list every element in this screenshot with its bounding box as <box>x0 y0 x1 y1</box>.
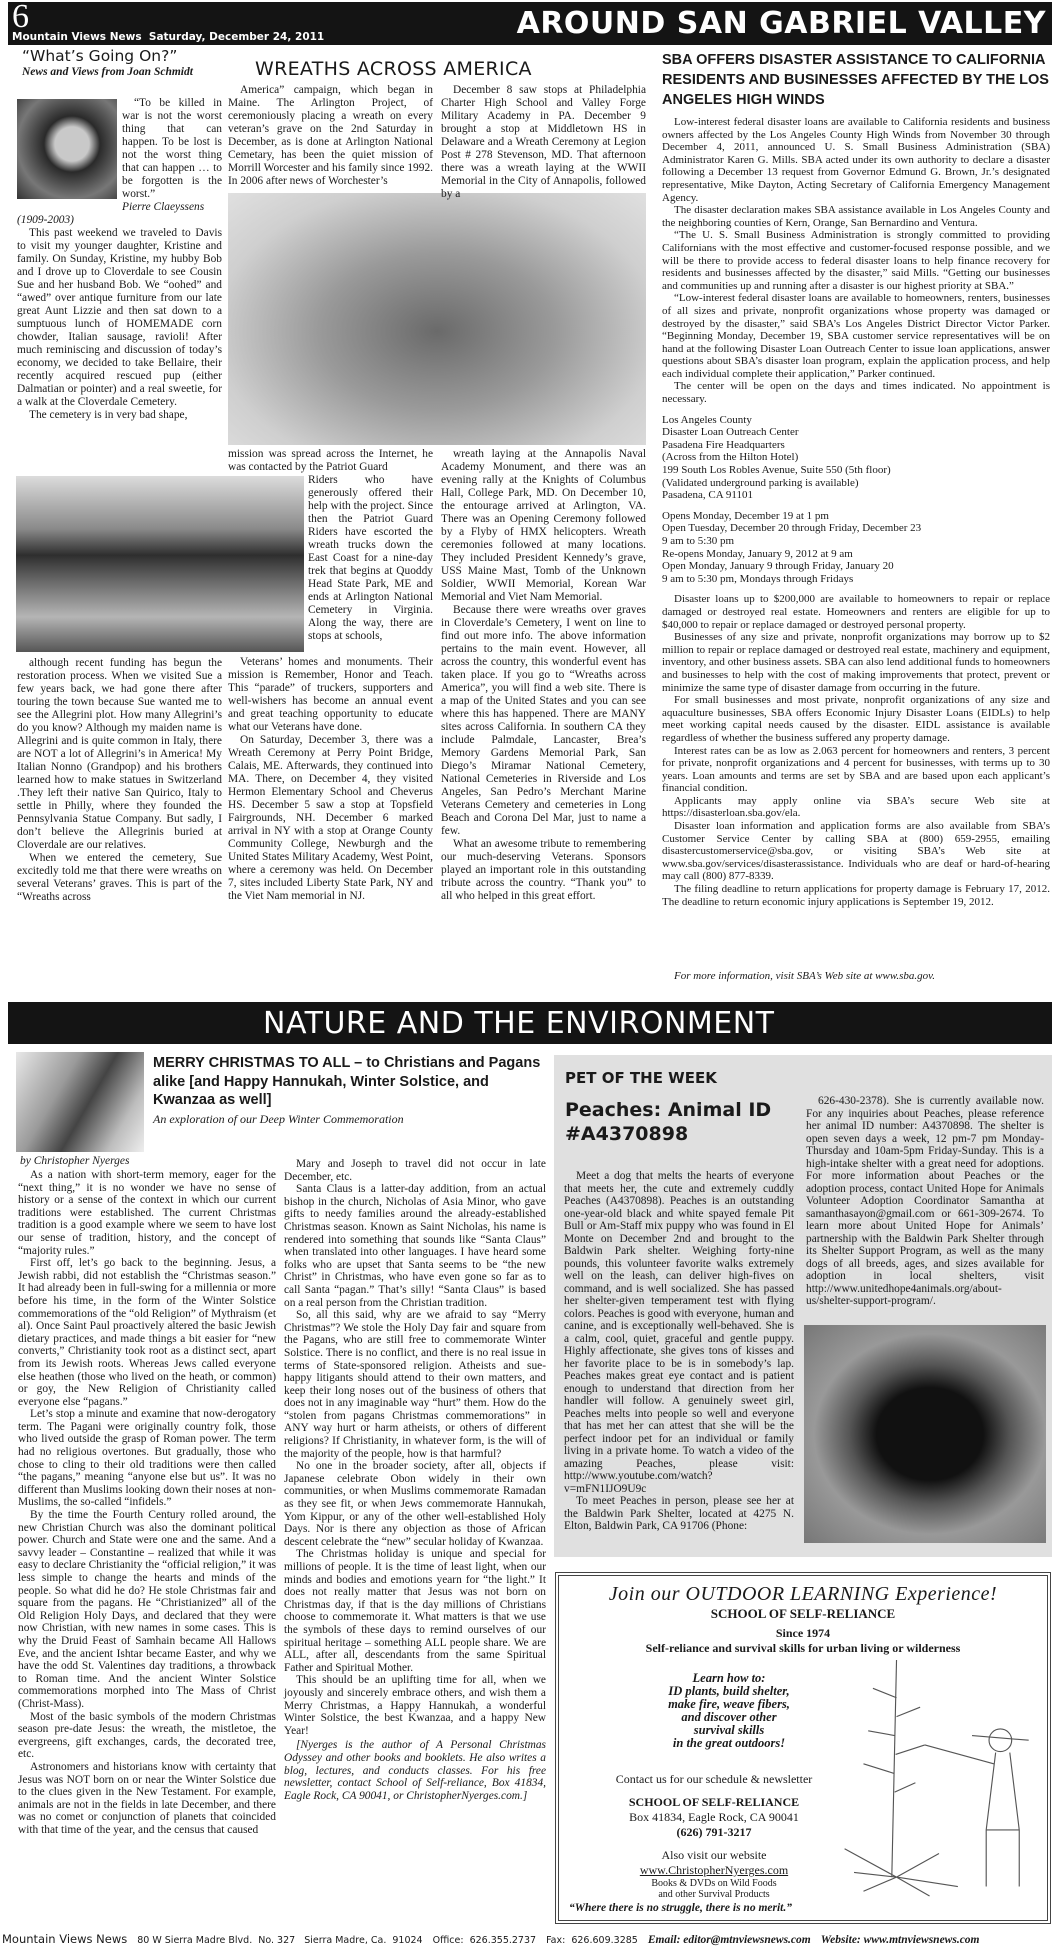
pet-title: Peaches: Animal ID #A4370898 <box>565 1099 772 1145</box>
paragraph: Disaster loan information and application forms are also available from SBA’s Customer Service Center by calling SBA at (800) 659-2955, emailing disastercustomerservice@sba.gov, or visiting SBA’s Web site at www.sba.gov/services/disasterassistance. Individuals who are deaf or hard-of-hearing may call (800) 877-8339. <box>662 820 1050 883</box>
ad-phone: (626) 791-3217 <box>676 1825 752 1839</box>
paragraph: First off, let’s go back to the beginning. Jesus, a Jewish rabbi, did not establish the “Christmas season.” It had already been in full-swing for a millennia or more before his time, in the form of the Winter Solstice commemorations of the “old Religion” of Mythraism (et al). Once Saint Paul proactively altered the basic Jewish dietary practices, and made things a bit easier for “new converts,” Christianity took root as a distinct sect, apart from its Jewish roots. Whereas Jews called everyone else heathen (those who lived on the heath, or common) or goy, the New Religion of Christianity called everyone else “pagans.” <box>18 1257 276 1408</box>
ad-contact-block <box>569 1772 859 1900</box>
paragraphs <box>284 1158 546 1737</box>
paragraph: Santa Claus is a latter-day addition, from an actual bishop in the church, Nicholas of Asia Minor, who gave gifts to needy families around the already-established Christmas season. Known as Saint Nicholas, his name is rendered into something that sounds like “Santa Claus” when translated into other languages. I have heard some folks who are upset that Santa seems to be “the new Christ” in Christmas, who have even gone so far as to call Santa “pagan.” That’s silly! “Santa Claus” is based on a real person from the Christian tradition. <box>284 1183 546 1309</box>
christmas-col1 <box>18 1169 276 1920</box>
footer-website[interactable]: Website: www.mtnviewsnews.com <box>820 1934 980 1946</box>
pet-col1 <box>564 1170 794 1555</box>
dog-photo <box>804 1325 1046 1543</box>
ad-school: SCHOOL OF SELF-RELIANCE <box>710 1606 896 1621</box>
sba-article <box>662 50 1050 998</box>
paragraph: America” campaign, which began in Maine. The Arlington Project, of ceremoniously placing a wreath on every veteran’s grave on the 2nd Saturday in December, as is done at Arlington National Cemetary, has been the quiet mission of Morrill Worcester and his family since 1992. In 2006 after news of Worchester’s <box>228 84 433 187</box>
wreaths-col3-bottom <box>441 448 646 911</box>
nature-banner <box>8 1002 1052 1044</box>
wreaths-col3-top <box>441 84 646 200</box>
line: Open Tuesday, December 20 through Friday, December 23 <box>662 522 922 535</box>
sba-footnote: For more information, visit SBA’s Web site at www.sba.gov. <box>674 970 935 982</box>
author-photo-nyerges <box>16 1052 144 1152</box>
paragraph: “The U. S. Small Business Administration is strongly committed to providing Californians with the most effective and customer-focused response possible, and we will be there to provide access to federal disaster loans to help finance recovery for residents and businesses affected by the disaster,” said Mills. “Getting our businesses and communities up and running after a disaster is our highest priority at SBA.” <box>662 229 1050 292</box>
line: Opens Monday, December 19 at 1 pm <box>662 509 829 522</box>
christmas-byline: by Christopher Nyerges <box>20 1155 130 1167</box>
paragraph: although recent funding has begun the restoration process. When we visited Sue a few years back, we had gone there after touring the town because Sue wanted me to see the Allegrini plot. How many Allegrini’s do you know? Although my maiden name is Allegrini and is quite common in Italy, there are NOT a lot of Allegrini’s in America! My Italian Nonno (Grandpop) and his brothers learned how to make statues in Switzerland .They left their native San Quirico, Italy to settle in Philly, where they founded the Pennsylvania Statue Company. But sadly, I don’t believe the Allegrinis buried at Cloverdale are our relatives. <box>17 657 222 851</box>
paragraph: What an awesome tribute to remembering our much-deserving Veterans. Sponsors played an important role in this outstanding tribute across the country. “Thank you” to all who helped in this great effort. <box>441 838 646 902</box>
ad-learn <box>619 1672 839 1750</box>
sba-headline: SBA OFFERS DISASTER ASSISTANCE TO CALIFORNIA RESIDENTS AND BUSINESSES AFFECTED BY THE LOS ANGELES HIGH WINDS <box>662 52 1049 108</box>
column-body-bottom <box>17 657 222 911</box>
paragraph: On Saturday, December 3, there was a Wreath Ceremony at Perry Point Bridge, Calais, ME. Afterwards, they continued into MA. There, on December 4, they visited Hermon Elementary School and Cheverus HS. December 5 saw a stop at Topsfield Fairgrounds, NH. December 6 marked arrival in NY with a stop at Orange County Community College, Newburgh and the United States Military Academy, West Point, where a ceremony was held. On December 7, sites included Liberty State Park, NY and the Viet Nam memorial in NJ. <box>228 734 433 902</box>
paragraph: For small businesses and most private, nonprofit organizations of any size and aquaculture businesses, SBA offers Economic Injury Disaster Loans (EIDLs) to help meet working capital needs caused by the disaster. EIDL assistance is available regardless of whether the business suffered any property damage. <box>662 694 1050 744</box>
line: Learn how to: <box>692 1671 766 1685</box>
christmas-subtitle: An exploration of our Deep Winter Commemoration <box>153 1111 404 1126</box>
nature-section-title: NATURE AND THE ENVIRONMENT <box>263 1006 775 1041</box>
paragraphs <box>228 656 433 903</box>
line: (Validated underground parking is available) <box>662 476 859 489</box>
ad-tagline: Self-reliance and survival skills for urban living or wilderness <box>645 1641 961 1655</box>
line: Disaster Loan Outreach Center <box>662 426 799 439</box>
paragraph: No one in the broader society, after all, objects if Japanese celebrate Obon widely in their own communities, or when Muslims commemorate Ramadan as they see fit, or when Jews commemorate Hannukah, Yom Kippur, or any of the other well-established Holy Days. Nor is there any objection as those of African descent celebrate the “new” secular holiday of Kwanzaa. <box>284 1460 546 1548</box>
line: Los Angeles County <box>662 413 752 426</box>
paragraph: Most of the basic symbols of the modern Christmas season pre-date Jesus: the wreath, the mistletoe, the evergreens, gift exchanges, cards, the decorated tree, etc. <box>18 1710 276 1761</box>
paragraph: 626-430-2378). She is currently available now. For any inquiries about Peaches, please reference her animal ID number: A4370898. The shelter is open seven days a week, 12 pm-7 pm Monday-Thursday and 10am-5pm Friday-Sunday. This is a high-intake shelter with a great need for adoptions. For more information about Peaches or the adoption process, contact United Hope for Animals Volunteer Adoption Coordinator Samantha at samanthasayon@gmail.com or 661-309-2674. To learn more about United Hope for Animals’ partnership with the Baldwin Park Shelter through its Shelter Support Program, as well as the many dogs of all breeds, ages, and sizes available for adoption in local shelters, visit http://www.unitedhope4animals.org/about-us/shelter-support-program/. <box>806 1095 1044 1307</box>
paragraphs <box>662 116 1050 406</box>
footer-address: 80 W Sierra Madre Blvd. No. 327 Sierra Madre, Ca. 91024 <box>137 1935 423 1946</box>
pet-section-title: PET OF THE WEEK <box>565 1069 717 1087</box>
masthead <box>8 2 1052 45</box>
paragraph: Businesses of any size and private, nonprofit organizations may borrow up to $2 million to repair or replace damaged or destroyed real estate, machinery and equipment, inventory, and other business assets. SBA can also lend additional funds to homeowners and businesses to help with the cost of making improvements that protect, prevent or minimize the same type of disaster damage from occurring in the future. <box>662 631 1050 694</box>
paragraph: As a nation with short-term memory, eager for the “next thing,” it is no wonder we have no sense of history or a sense of the context in which our current traditions were established. The current Christmas tradition is a good example where we seem to have lost our sense of tradition, history, and the concept of “majority rules.” <box>18 1169 276 1257</box>
line: and discover other <box>681 1710 777 1724</box>
paragraph: Astronomers and historians know with certainty that Jesus was NOT born on or near the Winter Solstice due to the clues given in the New Testament. For example, animals are not in the fields in late December, and there was no comet or conjunction of planets that coincided with that time of the year, and the census that caused <box>18 1760 276 1836</box>
paragraph: The center will be open on the days and times indicated. No appointment is necessary. <box>662 380 1050 406</box>
footer-email[interactable]: Email: editor@mtnviewsnews.com <box>647 1934 811 1946</box>
paragraph: Because there were wreaths over graves in Cloverdale’s Cemetery, I went on line to find out more info. The above information pertains to the main event. However, all across the country, this wonderful event has taken place. If you go to “Wreaths across America”, you will find a web site. There is a map of the United States and you can see where this has happened. There are MANY sites across California. In southern CA they include Palmdale, Lancaster, Brea’s Memory Gardens Memorial Park, San Diego’s Miramar National Cemetery, National Cemeteries in Riverside and Los Angeles, San Pedro’s Merchant Marine Veterans Cemetery and cemeteries in Long Beach and Corona Del Mar, just to name a few. <box>441 604 646 837</box>
line: 9 am to 5:30 pm, Mondays through Fridays <box>662 572 854 585</box>
line: Pasadena, CA 91101 <box>662 489 753 502</box>
paragraph: When we entered the cemetery, Sue excitedly told me that there were wreaths on several Veterans’ graves. This is part of the “Wreaths across <box>17 852 222 903</box>
line: (Across from the Hilton Hotel) <box>662 451 799 464</box>
ad-books-2: and other Survival Products <box>658 1889 770 1900</box>
paragraph: “Low-interest federal disaster loans are available to homeowners, renters, businesses of all sizes and private, nonprofit organizations whose property was damaged or destroyed by the disaster,” said SBA’s Los Angeles District Director Victor Parker. “Beginning Monday, December 19, SBA customer service representatives will be on hand at the following Disaster Loan Outreach Center to issue loan applications, answer questions about SBA’s disaster loan program, explain the application process, and help each individual complete their application,” Parker continued. <box>662 292 1050 380</box>
wreaths-headline: WREATHS ACROSS AMERICA <box>255 58 532 80</box>
christmas-header <box>153 1054 545 1154</box>
line: in the great outdoors! <box>672 1736 786 1750</box>
paragraphs <box>662 593 1050 908</box>
photo-spacer <box>17 97 122 203</box>
school-ad <box>555 1572 1051 1924</box>
paragraph: The cemetery is in very bad shape, <box>29 409 188 421</box>
paragraph: The Christmas holiday is unique and special for millions of people. It is the time of least light, when our minds and bodies and emotions yearn for “the light.” It does not really matter that Jesus was not born on Christmas day, if that is the day millions of Christians choose to commemorate it. What matters is that we use the symbols of these days to remind ourselves of our spiritual heritage – something ALL people share. We are ALL, after all, descendants from the same Spiritual Father and Spiritual Mother. <box>284 1548 546 1674</box>
paragraph: mission was spread across the Internet, he was contacted by the Patriot Guard <box>228 448 433 473</box>
line: 199 South Los Robles Avenue, Suite 550 (5th floor) <box>662 464 891 477</box>
christmas-col2 <box>284 1158 546 1920</box>
line: Re-opens Monday, January 9, 2012 at 9 am <box>662 547 853 560</box>
footer-paper: Mountain Views News <box>2 1932 128 1946</box>
paragraph: This past weekend we traveled to Davis to visit my younger daughter, Kristine and family. On Sunday, Kristine, my hubby Bob and I drove up to Cloverdale to see Cousin Sue and her husband Bob. We “oohed” and “awed” over antique furniture from our late great Aunt Lizzie and then sat down to a sumptuous lunch of HOMEMADE corn chowder, Italian sausage, ravioli! After much reminiscing and discussion of today’s economy, we decided to take Bellaire, their recently acquired rescued pup (either Dalmatian or pointer) and a real sweetie, for a walk at the Cloverdale Cemetery. <box>17 227 222 408</box>
wreaths-col2-bottom <box>228 448 433 911</box>
christmas-headline: MERRY CHRISTMAS TO ALL – to Christians and Pagans alike [and Happy Hannukah, Winter Solstice, and Kwanzaa as well] <box>153 1055 541 1108</box>
column-byline: News and Views from Joan Schmidt <box>22 66 193 78</box>
paragraph: The disaster declaration makes SBA assistance available in Los Angeles County and the neighboring counties of Kern, Orange, San Bernardino and Ventura. <box>662 204 1050 229</box>
page-number: 6 <box>12 0 29 35</box>
ad-website-link[interactable]: www.ChristopherNyerges.com <box>639 1863 789 1877</box>
quote-years: (1909-2003) <box>17 214 74 226</box>
ad-visit: Also visit our website <box>661 1848 767 1862</box>
ad-headline: Join our OUTDOOR LEARNING Experience! <box>608 1583 998 1605</box>
ad-address: Box 41834, Eagle Rock, CA 90041 <box>629 1810 799 1824</box>
section-title: AROUND SAN GABRIEL VALLEY <box>516 6 1046 41</box>
ad-school-2: SCHOOL OF SELF-RELIANCE <box>628 1795 800 1809</box>
sba-hours <box>662 510 1050 586</box>
wreaths-map-image <box>228 193 646 445</box>
paragraph: So, all this said, why are we afraid to say “Merry Christmas”? We stole the Holy Day fair and square from the Pagans, who are still free to commemorate Winter Solstice. There is no conflict, and there is no real issue in terms of State-sponsored religion. Atheists and sue-happy litigants should attend to their own matters, and keep their long noses out of the business of others that does not in any imaginable way “hurt” them. How do the “stolen from pagans Christmas commemorations” in ANY way hurt or harm atheists, or others of different religions? If Christianity, in whatever form, is the will of the majority of the people, how is that harmful? <box>284 1309 546 1460</box>
paper-date: Mountain Views News Saturday, December 24, 2011 <box>12 31 325 43</box>
paragraphs <box>17 227 222 422</box>
column-body-top <box>17 97 222 455</box>
paragraph: Disaster loans up to $200,000 are available to homeowners to repair or replace damaged or destroyed real estate. Homeowners and renters are eligible for up to $40,000 to repair or replace damaged or destroyed personal property. <box>662 593 1050 631</box>
line: make fire, weave fibers, <box>668 1697 790 1711</box>
author-bio: [Nyerges is the author of A Personal Christmas Odyssey and other books and booklets. He also writes a blog, lectures, and conducts classes. For his free newsletter, contact School of Self-reliance, Box 41834, Eagle Rock, CA 90041, or ChristopherNyerges.com.] <box>284 1739 546 1802</box>
yucca-illustration <box>839 1660 1039 1896</box>
learn-lines <box>619 1672 839 1750</box>
paragraph: Low-interest federal disaster loans are available to California residents and business owners affected by the Los Angeles County High Winds from November 30 through December 4, 2011, announced U. S. Small Business Administration (SBA) Administrator Karen G. Mills. SBA acted under its own authority to declare a disaster following a December 13 request from Governor Edmund G. Brown, Jr.’s designated representative, Mike Dayton, Acting Secretary of California Emergency Management Agency. <box>662 116 1050 204</box>
paragraph: wreath laying at the Annapolis Naval Academy Monument, and there was an evening rally at the Knights of Columbus Hall, College Park, MD. On December 10, the entourage arrived at Arlington, VA. There was an Opening Ceremony followed by a Flyby of HMX helicopters. Wreath ceremonies followed at many locations. They included President Kennedy’s grave, USS Maine Mast, Tomb of the Unknown Soldier, WWII Memorial, Korean War Memorial and Viet Nam Memorial. <box>441 448 646 603</box>
ad-contact: Contact us for our schedule & newsletter <box>615 1772 813 1786</box>
paragraph: Veterans’ homes and monuments. Their mission is Remember, Honor and Teach. This “parade” of truckers, supporters and well-wishers has become an annual event and great teaching opportunity to educate what our Veterans have done. <box>228 656 433 733</box>
ad-since: Since 1974 <box>775 1626 831 1640</box>
paragraph: Riders who have generously offered their help with the project. Since then the Patriot Guard Riders have escorted the wreath trucks down the East Coast for a nine-day trek that begins at Quoddy Head State Park, ME and ends at Arlington National Cemetery in Virginia. Along the way, there are stops at schools, <box>308 474 433 642</box>
paragraph: Interest rates can be as low as 2.063 percent for homeowners and renters, 3 percent for private, nonprofit organizations and 4 percent for businesses, with terms up to 30 years. Loan amounts and terms are set by SBA and are based upon each applicant’s financial condition. <box>662 744 1050 795</box>
paragraph: Mary and Joseph to travel did not occur in late December, etc. <box>284 1158 546 1183</box>
quote-text: “To be killed in war is not the worst thing that can happen. To be lost is not the worst thing that can happen … to be forgotten is the worst.” <box>122 97 222 200</box>
sba-address <box>662 414 1050 502</box>
line: Open Monday, January 9 through Friday, January 20 <box>662 560 894 573</box>
footer-office: Office: 626.355.2737 <box>432 1935 537 1946</box>
footer-fax: Fax: 626.609.3285 <box>546 1935 638 1946</box>
line: Pasadena Fire Headquarters <box>662 438 785 451</box>
quote-author: Pierre Claeyssens <box>122 201 205 213</box>
sba-body <box>662 116 1050 966</box>
paragraph: Meet a dog that melts the hearts of everyone that meets her, the cute and extremely cuddly Peaches (A4370898). Peaches is an outstanding one-year-old black and white spayed female Pit Bull or Am-Staff mix puppy who was found in El Monte on December 2nd and brought to the Baldwin Park shelter. Weighing forty-nine pounds, this volunteer favorite walks extremely well on the leash, can deliver high-fives on command, and is well socialized. She has passed her shelter-given temperament test with flying colors. Peaches is good with everyone, human and canine, and is exceptionally well-behaved. She is a calm, cool, quiet, graceful and gentle puppy. Highly affectionate, she gives tons of kisses and her favorite place to be is in somebody’s lap. Peaches makes great eye contact and is patient enough to understand that direction from her handler will follow. A genuinely sweet girl, Peaches melts into people so well and everyone that has met her can attest that she will be the perfect indoor pet for an individual or family living in a private home. To watch a video of the amazing Peaches, please visit: http://www.youtube.com/watch?v=mFN1IJO9U9c <box>564 1170 794 1495</box>
column-title: “What’s Going On?” <box>22 47 178 65</box>
paragraph: Let’s stop a minute and examine that now-derogatory term. The Pagani were originally country folk, those who lived outside the grasp of Roman power. The term had no religious overtones. But gradually, those who chose to cling to their old traditions were then called “the pagans,” meaning “anyone else but us”. It was no different than Muslims looking down their noses at non-Muslims, the so-called “infidels.” <box>18 1408 276 1509</box>
line: ID plants, build shelter, <box>668 1684 790 1698</box>
line: survival skills <box>693 1723 765 1737</box>
paragraph: This should be an uplifting time for all, when we joyously and sincerely embrace others, and wish them a Merry Christmas, a Happy Hannukah, a wonderful Winter Solstice, the best Kwanzaa, and a happy New Year! <box>284 1674 546 1737</box>
paragraph: By the time the Fourth Century rolled around, the new Christian Church was also the dominant political power. Church and State were one and the same. And a savvy leader – Constantine – realized that while it was easy to declare Christianity the “official religion,” it was less simple to change the hearts and minds of the people. So what did he do? He stole Christmas fair and square from the pagans. He “Christianized” all of the Old Religion Holy Days, and declared that they were now Christian, with new names in some cases. This is why the Druid Feast of Samhain became All Hallows Eve, and the ancient Ishtar became Easter, and why we have the odd St. Valentines day traditions, a throwback to Roman time. And the ancient Winter Solstice commemorations morphed into The Mass of Christ (Christ-Mass). <box>18 1509 276 1710</box>
wreaths-col2-top <box>228 84 433 190</box>
footer <box>2 1932 1056 1948</box>
pet-col2 <box>806 1095 1044 1321</box>
pet-of-week-box <box>554 1055 1052 1557</box>
line: 9 am to 5:30 pm <box>662 535 735 547</box>
ad-books-1: Books & DVDs on Wild Foods <box>651 1878 777 1889</box>
paragraph: Applicants may apply online via SBA’s secure Web site at https://disasterloan.sba.gov/ela. <box>662 794 1050 820</box>
paragraph: To meet Peaches in person, please see her at the Baldwin Park Shelter, located at 4275 N. Elton, Baldwin Park, CA 91706 (Phone: <box>564 1495 794 1532</box>
paragraph: The filing deadline to return applications for property damage is February 17, 2012. The deadline to return economic injury applications is September 19, 2012. <box>662 883 1050 908</box>
paragraph: December 8 saw stops at Philadelphia Charter High School and Valley Forge Military Academy in PA. December 9 brought a stop at Middletown HS in Delaware and a Wreath Ceremony at Legion Post # 278 Stevenson, MD. That afternoon there was a wreath laying at the WWII Memorial in the City of Annapolis, followed by a <box>441 84 646 200</box>
ad-motto: “Where there is no struggle, there is no merit.” <box>569 1902 792 1914</box>
